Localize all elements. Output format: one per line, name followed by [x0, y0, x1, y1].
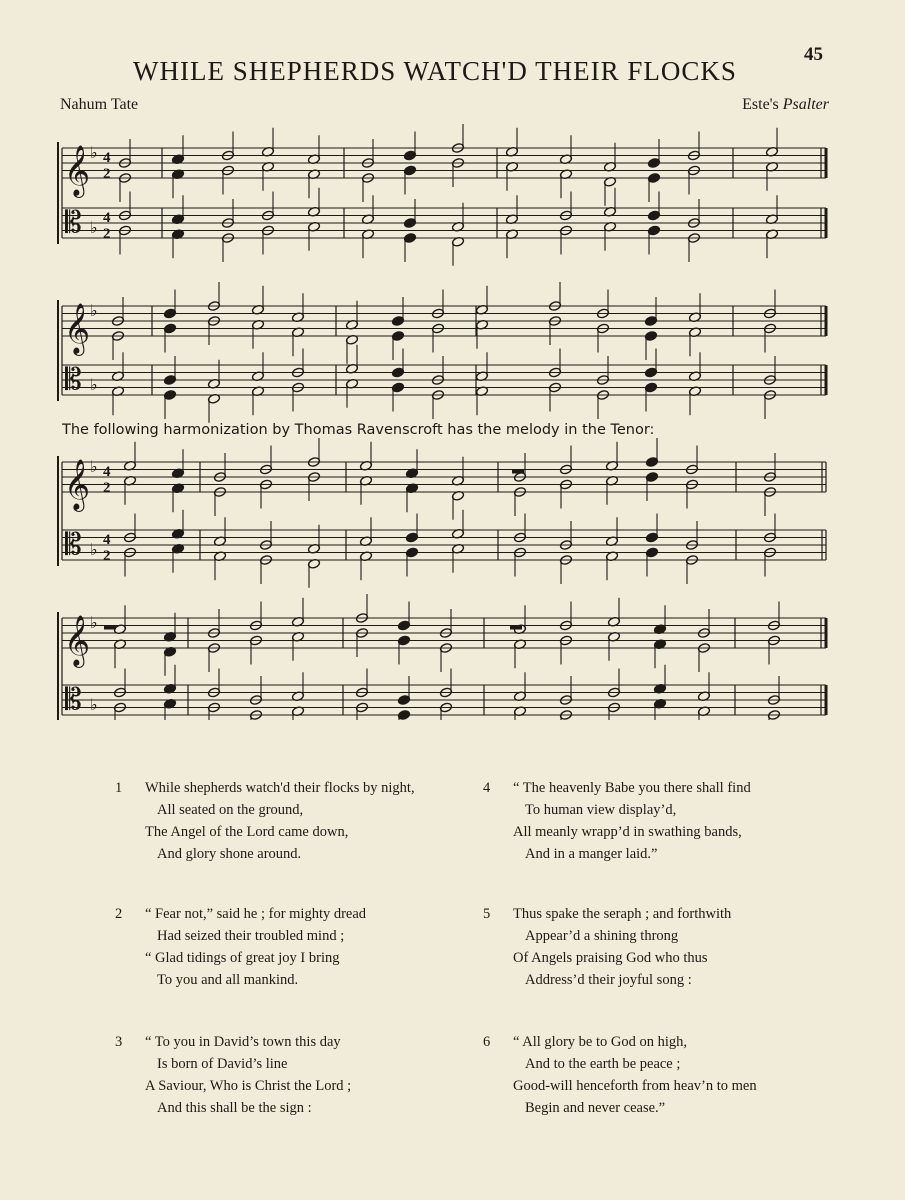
verse-line: While shepherds watch'd their flocks by night, — [145, 780, 415, 796]
c-clef-icon: 𝄡 — [65, 205, 82, 241]
verse-4 — [483, 777, 751, 865]
flat-icon: ♭ — [90, 301, 98, 320]
verse-line: Had seized their troubled mind ; — [157, 928, 345, 944]
c-clef-icon: 𝄡 — [65, 527, 82, 563]
verse-line: “ To you in David’s town this day — [145, 1034, 341, 1050]
verse-number: 5 — [483, 906, 491, 922]
verse-line: Address’d their joyful song : — [525, 972, 692, 988]
verse-line: “ The heavenly Babe you there shall find — [513, 780, 751, 796]
time-signature-bottom: 2 — [103, 480, 111, 496]
verse-line: The Angel of the Lord came down, — [145, 824, 349, 840]
time-signature-top: 4 — [103, 532, 111, 548]
time-signature-bottom: 2 — [103, 548, 111, 564]
treble-clef-icon: 𝄞 — [64, 615, 91, 666]
verse-5 — [483, 903, 732, 991]
flat-icon: ♭ — [90, 613, 98, 632]
time-signature-bottom: 2 — [103, 226, 111, 242]
verse-line: And this shall be the sign : — [157, 1100, 312, 1116]
verse-line: Of Angels praising God who thus — [513, 950, 708, 966]
flat-icon: ♭ — [90, 218, 98, 237]
hymn-title: WHILE SHEPHERDS WATCH'D THEIR FLOCKS — [133, 56, 737, 86]
verse-line: And glory shone around. — [157, 846, 302, 862]
verse-line: A Saviour, Who is Christ the Lord ; — [145, 1078, 352, 1094]
rest-icon — [510, 626, 522, 630]
verse-line: All seated on the ground, — [157, 802, 304, 818]
verse-number: 1 — [115, 780, 123, 796]
page-number: 45 — [804, 44, 823, 65]
verse-line: Is born of David’s line — [157, 1056, 288, 1072]
tune-source-title: Psalter — [782, 96, 829, 113]
verse-6 — [483, 1031, 757, 1119]
c-clef-icon: 𝄡 — [65, 362, 82, 398]
verse-line: And in a manger laid.” — [525, 846, 658, 862]
time-signature-top: 4 — [103, 150, 111, 166]
verse-line: To you and all mankind. — [157, 972, 299, 988]
verse-line: Good-will henceforth from heav’n to men — [513, 1078, 757, 1094]
verse-line: “ All glory be to God on high, — [513, 1034, 687, 1050]
verse-line: “ Fear not,” said he ; for mighty dread — [145, 906, 367, 922]
tune-source-prefix: Este's — [742, 96, 783, 113]
flat-icon: ♭ — [90, 540, 98, 559]
verse-line: Begin and never cease.” — [525, 1100, 666, 1116]
harmonization-note: The following harmonization by Thomas Ravenscroft has the melody in the Tenor: — [62, 422, 655, 438]
verse-number: 3 — [115, 1034, 123, 1050]
verse-1 — [115, 777, 415, 865]
verse-line: “ Glad tidings of great joy I bring — [145, 950, 340, 966]
treble-clef-icon: 𝄞 — [64, 303, 91, 354]
verse-number: 4 — [483, 780, 491, 796]
time-signature-top: 4 — [103, 210, 111, 226]
flat-icon: ♭ — [90, 143, 98, 162]
rest-icon — [104, 626, 116, 630]
verse-line: Thus spake the seraph ; and forthwith — [513, 906, 732, 922]
verse-2 — [115, 903, 367, 991]
verse-line: To human view display’d, — [525, 802, 677, 818]
flat-icon: ♭ — [90, 695, 98, 714]
time-signature-bottom: 2 — [103, 166, 111, 182]
verse-line: Appear’d a shining throng — [525, 928, 679, 944]
author-credit: Nahum Tate — [60, 96, 139, 113]
verse-number: 6 — [483, 1034, 491, 1050]
verse-number: 2 — [115, 906, 123, 922]
time-signature-top: 4 — [103, 464, 111, 480]
rest-icon — [512, 470, 524, 474]
c-clef-icon: 𝄡 — [65, 682, 82, 718]
treble-clef-icon: 𝄞 — [64, 145, 91, 196]
verse-line: And to the earth be peace ; — [525, 1056, 681, 1072]
verse-line: All meanly wrapp’d in swathing bands, — [513, 824, 742, 840]
treble-clef-icon: 𝄞 — [64, 459, 91, 510]
flat-icon: ♭ — [90, 457, 98, 476]
flat-icon: ♭ — [90, 375, 98, 394]
verse-3 — [115, 1031, 352, 1119]
